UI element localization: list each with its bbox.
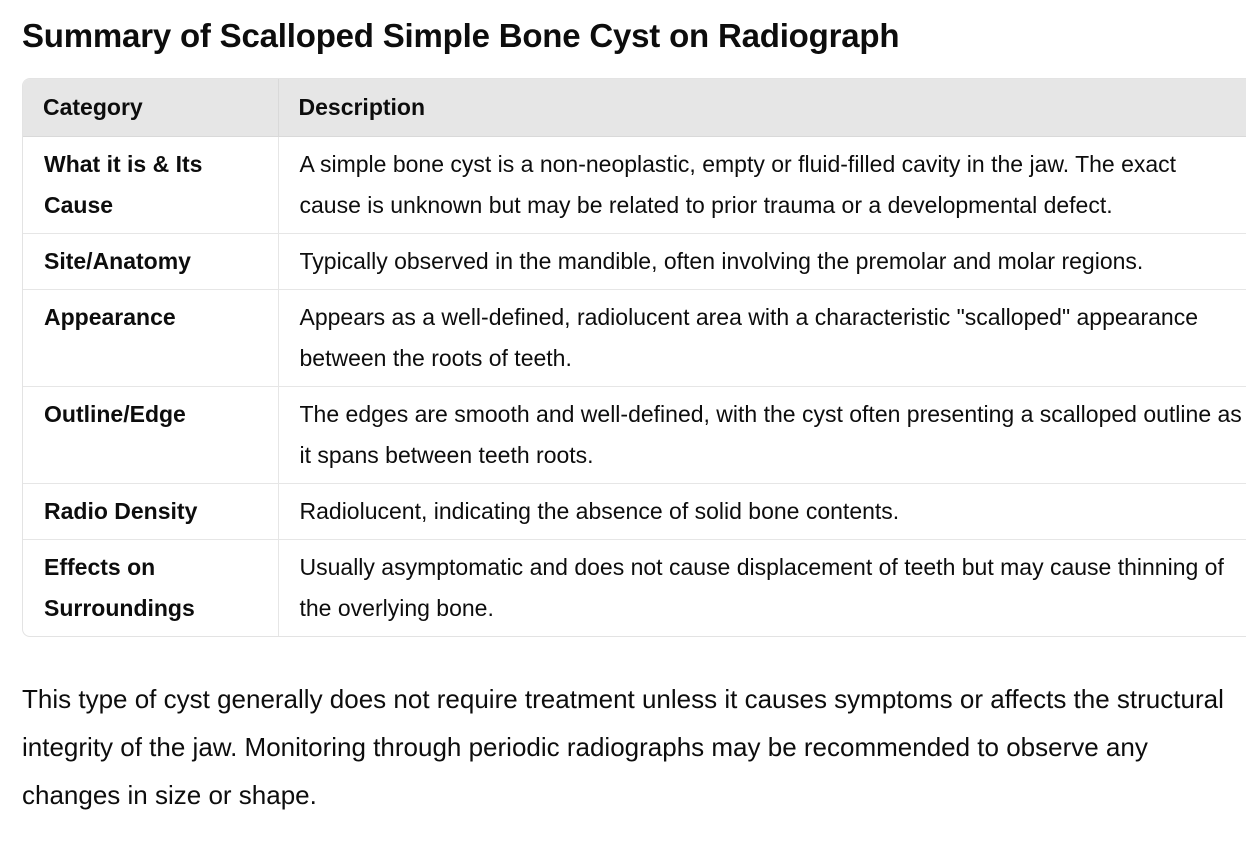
table-header-row — [23, 79, 1246, 137]
summary-table-container — [22, 78, 1246, 637]
table-row — [23, 484, 1246, 540]
table-row — [23, 234, 1246, 290]
column-header-description: Description — [278, 79, 1246, 137]
table-row — [23, 290, 1246, 387]
row-category: Site/Anatomy — [23, 234, 278, 290]
row-description: The edges are smooth and well-defined, with the cyst often presenting a scalloped outline as it spans between teeth roots. — [278, 387, 1246, 484]
table-row — [23, 540, 1246, 637]
page-title: Summary of Scalloped Simple Bone Cyst on Radiograph — [22, 17, 900, 54]
row-description: Radiolucent, indicating the absence of solid bone contents. — [278, 484, 1246, 540]
row-description: Appears as a well-defined, radiolucent area with a characteristic "scalloped" appearance between the roots of teeth. — [278, 290, 1246, 387]
row-category: What it is & Its Cause — [23, 137, 278, 234]
row-description: Usually asymptomatic and does not cause displacement of teeth but may cause thinning of the overlying bone. — [278, 540, 1246, 637]
row-category: Outline/Edge — [23, 387, 278, 484]
row-category: Appearance — [23, 290, 278, 387]
row-category: Effects on Surroundings — [23, 540, 278, 637]
table-row — [23, 387, 1246, 484]
table-row — [23, 137, 1246, 234]
summary-table — [23, 79, 1246, 636]
row-description: A simple bone cyst is a non-neoplastic, empty or fluid-filled cavity in the jaw. The exact cause is unknown but may be related to prior trauma or a developmental defect. — [299, 151, 1177, 218]
row-description: Typically observed in the mandible, often involving the premolar and molar regions. — [278, 234, 1246, 290]
column-header-category: Category — [23, 79, 278, 137]
row-category: Radio Density — [23, 484, 278, 540]
closing-paragraph: This type of cyst generally does not require treatment unless it causes symptoms or affects the structural integrity of the jaw. Monitoring through periodic radiographs may be recommended to observe any changes in size or shape. — [22, 684, 1224, 810]
